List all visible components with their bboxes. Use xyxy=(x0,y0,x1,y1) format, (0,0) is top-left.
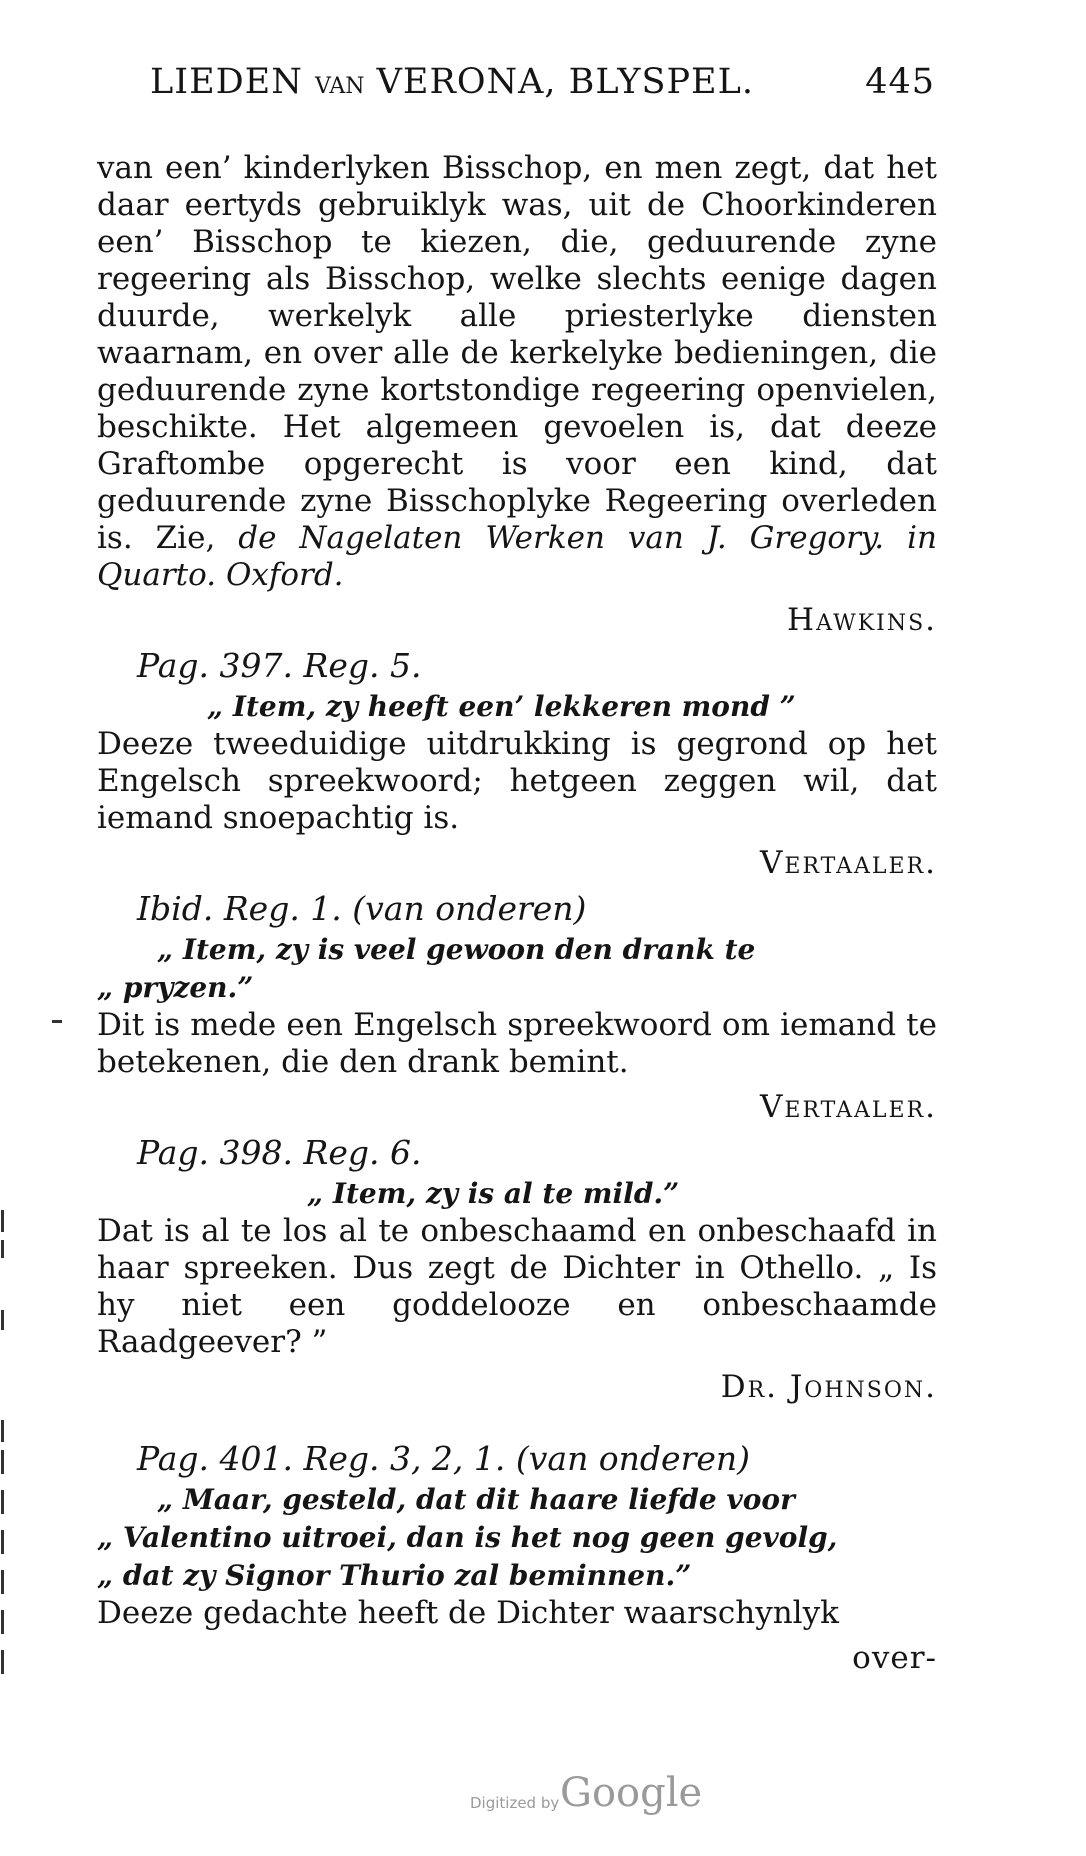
quote-2-line-1: „ Item, zy is veel gewoon den drank te xyxy=(157,933,756,966)
signature-vertaaler-2: Vertaaler. xyxy=(760,1089,937,1125)
margin-mark xyxy=(1,1240,4,1258)
margin-mark xyxy=(1,1570,4,1594)
margin-mark xyxy=(1,1310,4,1330)
spacer xyxy=(97,1411,937,1433)
margin-mark xyxy=(1,1650,4,1674)
quote-3: „ Item, zy is al te mild.” xyxy=(307,1177,680,1210)
signature-hawkins: Hawkins. xyxy=(787,602,937,638)
page-number: 445 xyxy=(865,62,935,102)
signature-johnson: Dr. Johnson. xyxy=(720,1369,937,1405)
catchword: over- xyxy=(852,1640,937,1676)
paragraph-2: Deeze tweeduidige uitdrukking is gegrond op het Engelsch spreekwoord; hetgeen zeggen wil, dat iemand snoepachtig is. xyxy=(97,726,937,836)
digitized-by-google-watermark: Digitized by Google xyxy=(470,1770,703,1816)
paragraph-3: Dit is mede een Engelsch spreekwoord om iemand te betekenen, die den drank bemint. xyxy=(97,1007,937,1080)
paragraph-1: van een’ kinderlyken Bisschop, en men zegt, dat het daar eertyds gebruiklyk was, uit de Choorkinderen een’ Bisschop te kiezen, die, geduurende zyne regeering als Bisschop, welke slechts eenige dagen duurde, werkelyk alle priesterlyke diensten waarnam, en over alle de kerkelyke bedieningen, die geduurende zyne kortstondige regeering openvielen, beschikte. Het algemeen gevoelen is, dat deeze Graftombe opgerecht is voor een kind, dat geduurende zyne Bisschoplyke Regeering overleden is. Zie, de Nagelaten Werken van J. Gregory. in Quarto. Oxford. xyxy=(97,150,938,593)
citation-italic: de Nagelaten Werken van J. Gregory. in Quarto. Oxford. xyxy=(97,520,938,593)
quote-4-line-1: „ Maar, gesteld, dat dit haare liefde voor xyxy=(157,1483,795,1516)
margin-mark xyxy=(1,1530,4,1554)
paragraph-5: Deeze gedachte heeft de Dichter waarschynlyk xyxy=(97,1595,839,1631)
margin-mark xyxy=(1,1210,4,1232)
running-header xyxy=(135,62,935,112)
reference-pag-397: Pag. 397. Reg. 5. xyxy=(137,646,422,685)
margin-mark xyxy=(52,1020,62,1023)
reference-ibid: Ibid. Reg. 1. (van onderen) xyxy=(137,889,587,928)
margin-mark xyxy=(1,1490,4,1514)
signature-vertaaler-1: Vertaaler. xyxy=(760,845,937,881)
quote-2-line-2: „ pryzen.” xyxy=(97,971,254,1004)
margin-mark xyxy=(1,1610,4,1634)
margin-mark xyxy=(1,1420,4,1442)
google-logo: Google xyxy=(560,1770,703,1816)
quote-4-line-2: „ Valentino uitroei, dan is het nog geen gevolg, xyxy=(97,1521,838,1554)
quote-1: „ Item, zy heeft een’ lekkeren mond ” xyxy=(207,690,796,723)
reference-pag-401: Pag. 401. Reg. 3, 2, 1. (van onderen) xyxy=(137,1439,751,1478)
running-title: LIEDEN VAN VERONA, BLYSPEL. xyxy=(150,62,754,102)
quote-4-line-3: „ dat zy Signor Thurio zal beminnen.” xyxy=(97,1559,692,1592)
margin-mark xyxy=(1,1450,4,1474)
reference-pag-398: Pag. 398. Reg. 6. xyxy=(137,1133,422,1172)
page-body xyxy=(97,150,937,1682)
paragraph-4: Dat is al te los al te onbeschaamd en onbeschaafd in haar spreeken. Dus zegt de Dichter in Othello. „ Is hy niet een goddelooze en onbeschaamde Raadgeever? ” xyxy=(97,1213,937,1360)
